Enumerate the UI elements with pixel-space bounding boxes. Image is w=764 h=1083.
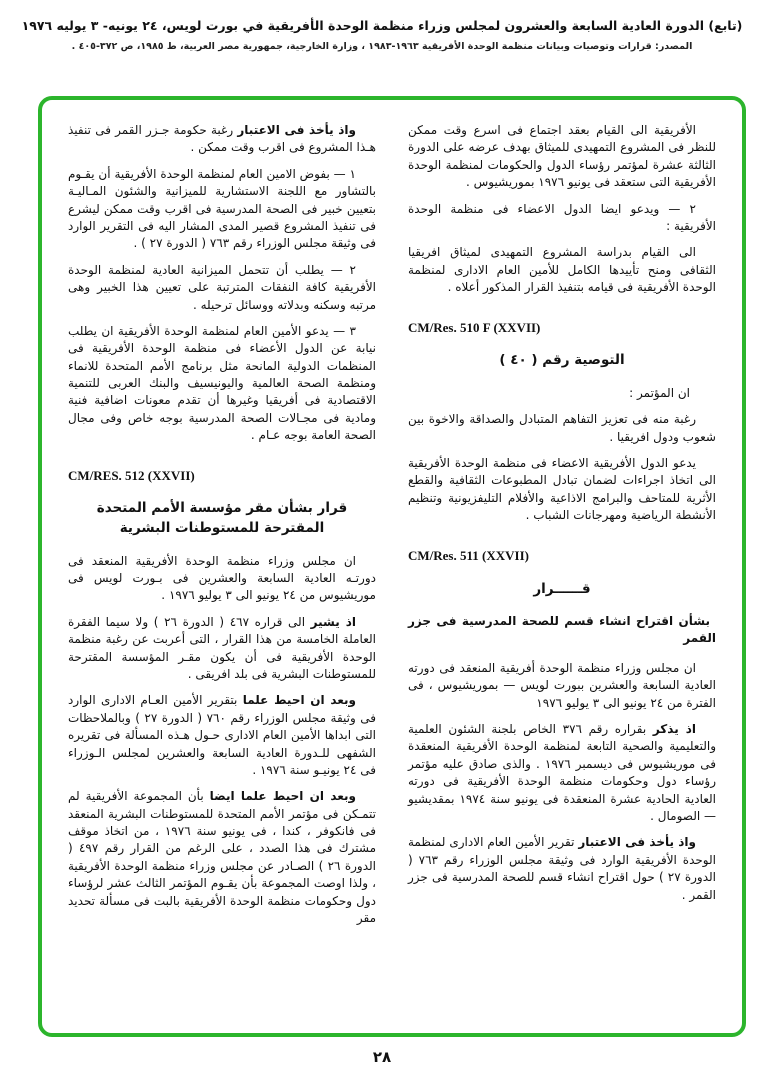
two-column-layout: [42, 100, 742, 1033]
paragraph: يدعو الدول الأفريقية الاعضاء فى منظمة الوحدة الأفريقية الى اتخاذ اجراءات لضمان تبادل المطبوعات الثقافية والقطع الأثرية للمتاحف والبرامج الاذاعية والأفلام التليفزيونية وتنظيم الأنشطة الرياضية ومهرجانات الشباب .: [408, 456, 716, 523]
decision-heading: قــــــرار: [533, 580, 591, 597]
session-title: (تابع) الدورة العادية السابعة والعشرون لمجلس وزراء منظمة الوحدة الأفريقية في بورت لويس، ٢٤ يونيه- ٣ يوليه ١٩٧٦: [21, 18, 743, 33]
paragraph: [68, 122, 376, 157]
bold-lead: واذ يأخذ فى الاعتبار: [578, 835, 696, 850]
paragraph: ان مجلس وزراء منظمة الوحدة أفريقية المنعقد فى دورته العادية السابعة والعشرين ببورت لويس — بموريشيوس ، فى الفترة من ٢٤ يونيو الى ٣ يوليو ١٩٧٦: [408, 660, 716, 710]
paragraph-body: تقرير الأمين العام الادارى لمنظمة الوحدة الأفريقية الوارد فى وثيقة مجلس الوزراء رقم ٧٦٣ ( الدورة ٢٧ ) حول اقتراح انشاء قسم للصحة المدرسية فى جزر القمر .: [408, 835, 717, 902]
paragraph: رغبة منه فى تعزيز التفاهم المتبادل والصداقة والاخوة بين شعوب ودول افريقيا .: [408, 412, 716, 444]
paragraph: ان المؤتمر :: [629, 385, 690, 400]
paragraph-body: بقراره رقم ٣٧٦ الخاص بلجنة الشئون العلمية والتعليمية والصحية التابعة لمنظمة الوحدة الأفريقية المنعقدة فى موريشيوس فى ديسمبر ١٩٧٦ . والذى صادق عليه مؤتمر رؤساء دول وحكومات منظمة الوحدة الأفريقية فى دورته العادية الحادية عشرة المنعقدة فى يونيو سنة ١٩٧٤ بمقديشيو — الصومال .: [408, 722, 717, 823]
paragraph: الى القيام بدراسة المشروع التمهيدى لميثاق افريقيا الثقافى ومنح تأييدها الكامل للأمين العام الادارى لمنظمة الوحدة الأفريقية فى قيامه بتنفيذ القرار المذكور أعلاه .: [408, 245, 716, 295]
paragraph-body: رغبة حكومة جـزر القمر فى تنفيذ هـذا المشروع فى اقرب وقت ممكن .: [68, 123, 376, 155]
paragraph: ان مجلس وزراء منظمة الوحدة الأفريقية المنعقد فى دورتـه العادية السابعة والعشرين فى بـورت لويس فى موريشيوس من ٢٤ يونيو الى ٣ يوليو ١٩٧٦ .: [68, 553, 376, 603]
paragraph: [68, 788, 376, 927]
page-number: ٢٨: [372, 1048, 392, 1066]
resolution-reference: CM/RES. 512 (XXVII): [68, 467, 195, 483]
numbered-clause: ٣ — يدعو الأمين العام لمنظمة الوحدة الأفريقية ان يطلب نيابة عن الدول الأعضاء فى منظمة الوحدة الأفريقية فى المنظمات الدولية المانحة مثل برنامج الأمم المتحدة للانماء ومنظمة الصحة العالمية واليونيسيف والبنك العربى للتنمية الاقتصادية فى أفريقيا وغيرها أن تقدم معونات اضافية فنية ومادية فى مجـالات الصحة المدرسية بوجه خاص وفى مجال الصحة العامة بوجه عـام .: [68, 323, 376, 443]
numbered-clause: ٢ — يطلب أن تتحمل الميزانية العادية لمنظمة الوحدة الأفريقية كافة النفقات المترتبة على تعيين هذا الخبير وهى مرتبه وسكنه وبدلاته ووسائل ترحيله .: [68, 262, 376, 312]
paragraph: [408, 721, 716, 825]
paragraph-body: بأن المجموعة الأفريقية لم تتمـكن فى مؤتمر الأمم المتحدة للمستوطنات البشرية المنعقد فى فانكوفر ، كندا ، فى يونيو سنة ١٩٧٦ ، من اتخاذ موقف مشترك فى هذا الصدد ، على الرغم من القرار رقم ٤٩٧ ( الدورة ٢٦ ) الصـادر عن مجلس وزراء منظمة الوحدة الأفريقية ، ولذا اوصت المجموعة بأن يقـوم المؤتمر الثالث عشر لرؤساء دول وحكومات منظمة الوحدة الأفريقية بالبت فى مسألة تحديد مقر: [68, 789, 377, 926]
recommendation-heading: التوصية رقم ( ٤٠ ): [499, 352, 625, 369]
resolution-reference: CM/Res. 511 (XXVII): [408, 547, 529, 563]
source-citation: المصدر: قرارات وتوصيات وبيانات منظمة الوحدة الأفريقية ١٩٦٣-١٩٨٣ ، وزارة الخارجية، جمهورية مصر العربية، ط ١٩٨٥، ص ٣٧٢-٤٠٥ .: [71, 41, 693, 52]
numbered-clause: ١ — بفوض الامين العام لمنظمة الوحدة الأفريقية أن يقـوم بالتشاور مع اللجنة الاستشارية للميزانية والشئون المـاليـة بتعيين خبير فى الصحة المدرسية فى اقرب وقت ممكن ليشرع فى تنفيذ المشروع قصير المدى المشار اليه فى التقرير الوارد فى وثيقة مجلس الوزراء رقم ٧٦٣ ( الدورة ٢٧ ) .: [68, 166, 376, 251]
paragraph: الأفريقية الى القيام بعقد اجتماع فى اسرع وقت ممكن للنظر فى المشروع التمهيدى للميثاق بهدف عرضه على الدورة الثالثة عشرة لمؤتمر رؤساء الدول والحكومات لمنظمة الوحدة الأفريقية التى ستعقد فى يونيو ١٩٧٦ بموريشيوس .: [408, 123, 716, 190]
bold-lead: اذ يشير: [310, 614, 356, 629]
column-right: [408, 122, 716, 1011]
decision-heading: قرار بشأن مقر مؤسسة الأمم المتحدة المقترحة للمستوطنات البشرية: [96, 500, 348, 537]
bold-lead: وبعد ان احيط علما ايضا: [209, 789, 356, 804]
bold-lead: واذ يأخذ فى الاعتبار: [237, 123, 356, 137]
paragraph: [68, 614, 376, 684]
column-left: [68, 122, 376, 1011]
numbered-clause: ٢ — ويدعو ايضا الدول الاعضاء فى منظمة الوحدة الأفريقية :: [408, 201, 716, 233]
green-border-frame: [38, 96, 746, 1037]
paragraph: [408, 834, 716, 904]
bold-lead: اذ يذكر: [652, 722, 696, 737]
paragraph-body: الى قراره ٤٦٧ ( الدورة ٢٦ ) ولا سيما الفقرة العاملة الخامسة من هذا القرار ، التى أعربت عن رغبة منظمة الوحدة الأفريقية فى أن يكون مقـر المؤسسة المقترحة للمستوطنات البشرية فى بلد افريقى .: [68, 614, 376, 681]
decision-subtitle: بشأن اقتراح انشاء قسم للصحة المدرسية فى جزر القمر: [408, 614, 716, 646]
resolution-reference: CM/Res. 510 F (XXVII): [408, 319, 541, 335]
bold-lead: وبعد ان احيط علما: [242, 693, 356, 708]
paragraph-body: بتقرير الأمين العـام الادارى الوارد فى وثيقة مجلس الوزراء رقم ٧٦٠ ( الدورة ٢٧ ) وبالملاحظات التى ابداها الأمين العام الادارى حـول هـذه المسألة فى تقريره الشفهى للـدورة العادية السابعة والعشرين لمجلس الـوزراء فى ٢٤ يونيـو سنة ١٩٧٦ .: [68, 693, 376, 777]
page-header: [0, 0, 764, 52]
paragraph: [68, 692, 376, 779]
